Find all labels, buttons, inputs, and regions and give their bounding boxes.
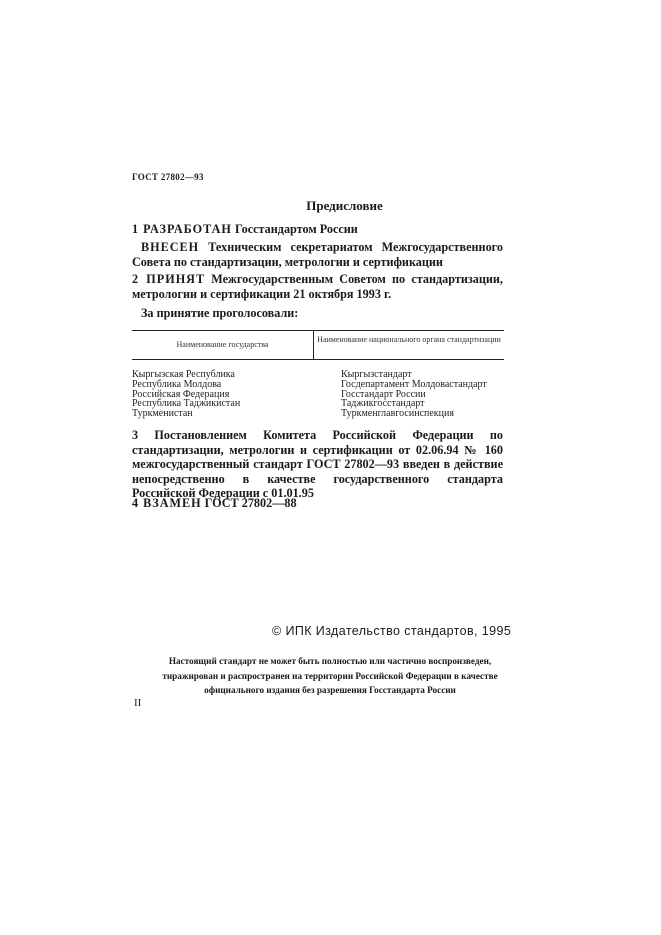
table-column-states: [132, 370, 312, 419]
item-developed-label: 1 РАЗРАБОТАН: [132, 222, 232, 236]
table-cell-body: Кыргызстандарт: [341, 369, 412, 380]
item-replaces: [132, 496, 503, 511]
item-adopted: [132, 272, 503, 301]
table-cell-state: Кыргызская Республика: [132, 369, 235, 380]
item-introduced-text: Техническим секретариатом Межгосударственного Совета по стандартизации, метрологии и сертификации: [132, 240, 503, 269]
table-cell-body: Туркменглавгосинспекция: [341, 408, 454, 420]
table-column-bodies: [341, 370, 511, 419]
table-cell-body: Госдепартамент Молдовастандарт: [341, 378, 487, 390]
reproduction-notice: Настоящий стандарт не может быть полностью или частично воспроизведен, тиражирован и распространен на территории Российской Федерации в качестве официального издания без разрешения Госстандарта России: [162, 656, 498, 695]
table-cell-body: Таджикгосстандарт: [341, 398, 425, 410]
copyright-line: © ИПК Издательство стандартов, 1995: [272, 624, 512, 638]
table-cell-body: Госстандарт России: [341, 388, 426, 400]
item-adopted-label: 2 ПРИНЯТ: [132, 272, 206, 286]
table-header-rule: [132, 359, 504, 360]
item-resolution: 3 Постановлением Комитета Российской Федерации по стандартизации, метрологии и сертификации от 02.06.94 № 160 межгосударственный стандарт ГОСТ 27802—93 введен в действие непосредственно в качестве государственного стандарта Российской Федерации с 01.01.95: [132, 428, 503, 500]
item-developed: [132, 222, 503, 237]
gost-code-header: ГОСТ 27802—93: [132, 172, 204, 182]
page-title: Предисловие: [306, 198, 383, 213]
item-replaces-label: 4 ВЗАМЕН: [132, 496, 202, 510]
item-developed-text: Госстандартом России: [231, 222, 358, 236]
voted-intro: За принятие проголосовали:: [141, 306, 299, 320]
table-cell-state: Республика Молдова: [132, 378, 222, 390]
item-adopted-text: Межгосударственным Советом по стандартизации, метрологии и сертификации 21 октября 1993 г.: [132, 272, 503, 301]
page-number: II: [134, 697, 142, 709]
voting-table: [132, 330, 504, 422]
table-cell-state: Республика Таджикистан: [132, 398, 241, 410]
item-introduced: [132, 240, 503, 269]
item-replaces-text: ГОСТ 27802—88: [201, 496, 297, 510]
table-top-rule: [132, 330, 504, 331]
table-cell-state: Российская Федерация: [132, 388, 230, 400]
item-introduced-label: ВНЕСЕН: [141, 240, 200, 254]
table-header-body: Наименование национального органа стандартизации: [317, 335, 501, 344]
table-header-state: Наименование государства: [176, 340, 269, 349]
table-cell-state: Туркменистан: [132, 408, 193, 420]
